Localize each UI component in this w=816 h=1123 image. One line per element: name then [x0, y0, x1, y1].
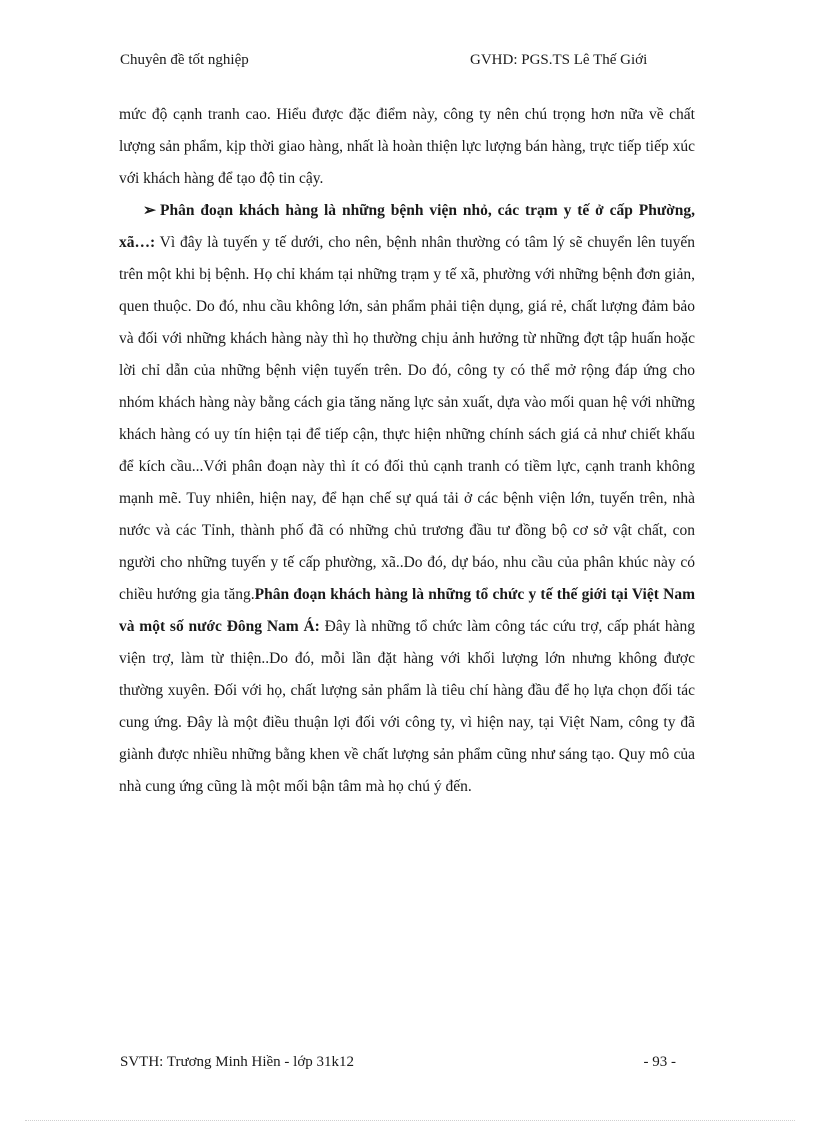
header-supervisor: GVHD: PGS.TS Lê Thế Giới: [470, 52, 648, 68]
bullet-text: Vì đây là tuyến y tế dưới, cho nên, bệnh nhân thường có tâm lý sẽ chuyển lên tuyến trên một khi bị bệnh. Họ chỉ khám tại những trạm y tế xã, phường với những bệnh đơn giản, quen thuộc. Do đó, nhu cầu không lớn, sản phẩm phải tiện dụng, giá rẻ, chất lượng đảm bảo và đối với những khách hàng này thì họ thường chịu ảnh hưởng từ những đợt tập huấn hoặc lời chỉ dẫn của những bệnh viện tuyến trên. Do đó, công ty có thể mở rộng đáp ứng cho nhóm khách hàng này bằng cách gia tăng năng lực sản xuất, dựa vào mối quan hệ với những khách hàng có uy tín hiện tại để tiếp cận, thực hiện những chính sách giá cả như chiết khấu để kích cầu...Với phân đoạn này thì ít có đối thủ cạnh tranh có tiềm lực, cạnh tranh không mạnh mẽ. Tuy nhiên, hiện nay, để hạn chế sự quá tải ở các bệnh viện lớn, tuyến trên, nhà nước và các Tỉnh, thành phố đã có những chủ trương đầu tư đồng bộ cơ sở vật chất, con người cho những tuyến y tế cấp phường, xã..Do đó, dự báo, nhu cầu của phân khúc này có chiều hướng gia tăng.: [119, 234, 695, 603]
arrow-bullet-icon: ➢: [143, 202, 156, 219]
page-footer: [120, 1054, 676, 1076]
page-bottom-edge: [25, 1120, 795, 1121]
footer-student-info: SVTH: Trương Minh Hiền - lớp 31k12: [120, 1054, 355, 1070]
segment-text-world-health-orgs: Đây là những tổ chức làm công tác cứu trợ, cấp phát hàng viện trợ, làm từ thiện..Do đó, mỗi lần đặt hàng với khối lượng lớn nhưng không được thường xuyên. Đối với họ, chất lượng sản phẩm là tiêu chí hàng đầu để họ lựa chọn đối tác cung ứng. Đây là một điều thuận lợi đối với công ty, vì hiện nay, tại Việt Nam, công ty đã giành được nhiều những bằng khen về chất lượng sản phẩm cũng như sáng tạo. Quy mô của nhà cung ứng cũng là một mối bận tâm mà họ chú ý đến.: [119, 618, 695, 795]
paragraph-continuation: mức độ cạnh tranh cao. Hiểu được đặc điểm này, công ty nên chú trọng hơn nữa về chất lượng sản phẩm, kịp thời giao hàng, nhất là hoàn thiện lực lượng bán hàng, trực tiếp tiếp xúc với khách hàng để tạo độ tin cậy.: [119, 106, 695, 187]
page-header: [120, 52, 674, 74]
page-number: - 93 -: [643, 1054, 676, 1070]
segment-heading-world-health-orgs: Phân đoạn khách hàng là những tổ chức y tế thế giới tại Việt Nam và một số nước Đông Nam Á:: [119, 586, 695, 635]
bullet-heading: Phân đoạn khách hàng là những bệnh viện nhỏ, các trạm y tế ở cấp Phường, xã…:: [119, 202, 695, 251]
document-body: [119, 99, 695, 803]
header-document-type: Chuyên đề tốt nghiệp: [120, 52, 249, 68]
paragraph-bullet-small-hospitals: [119, 195, 695, 803]
